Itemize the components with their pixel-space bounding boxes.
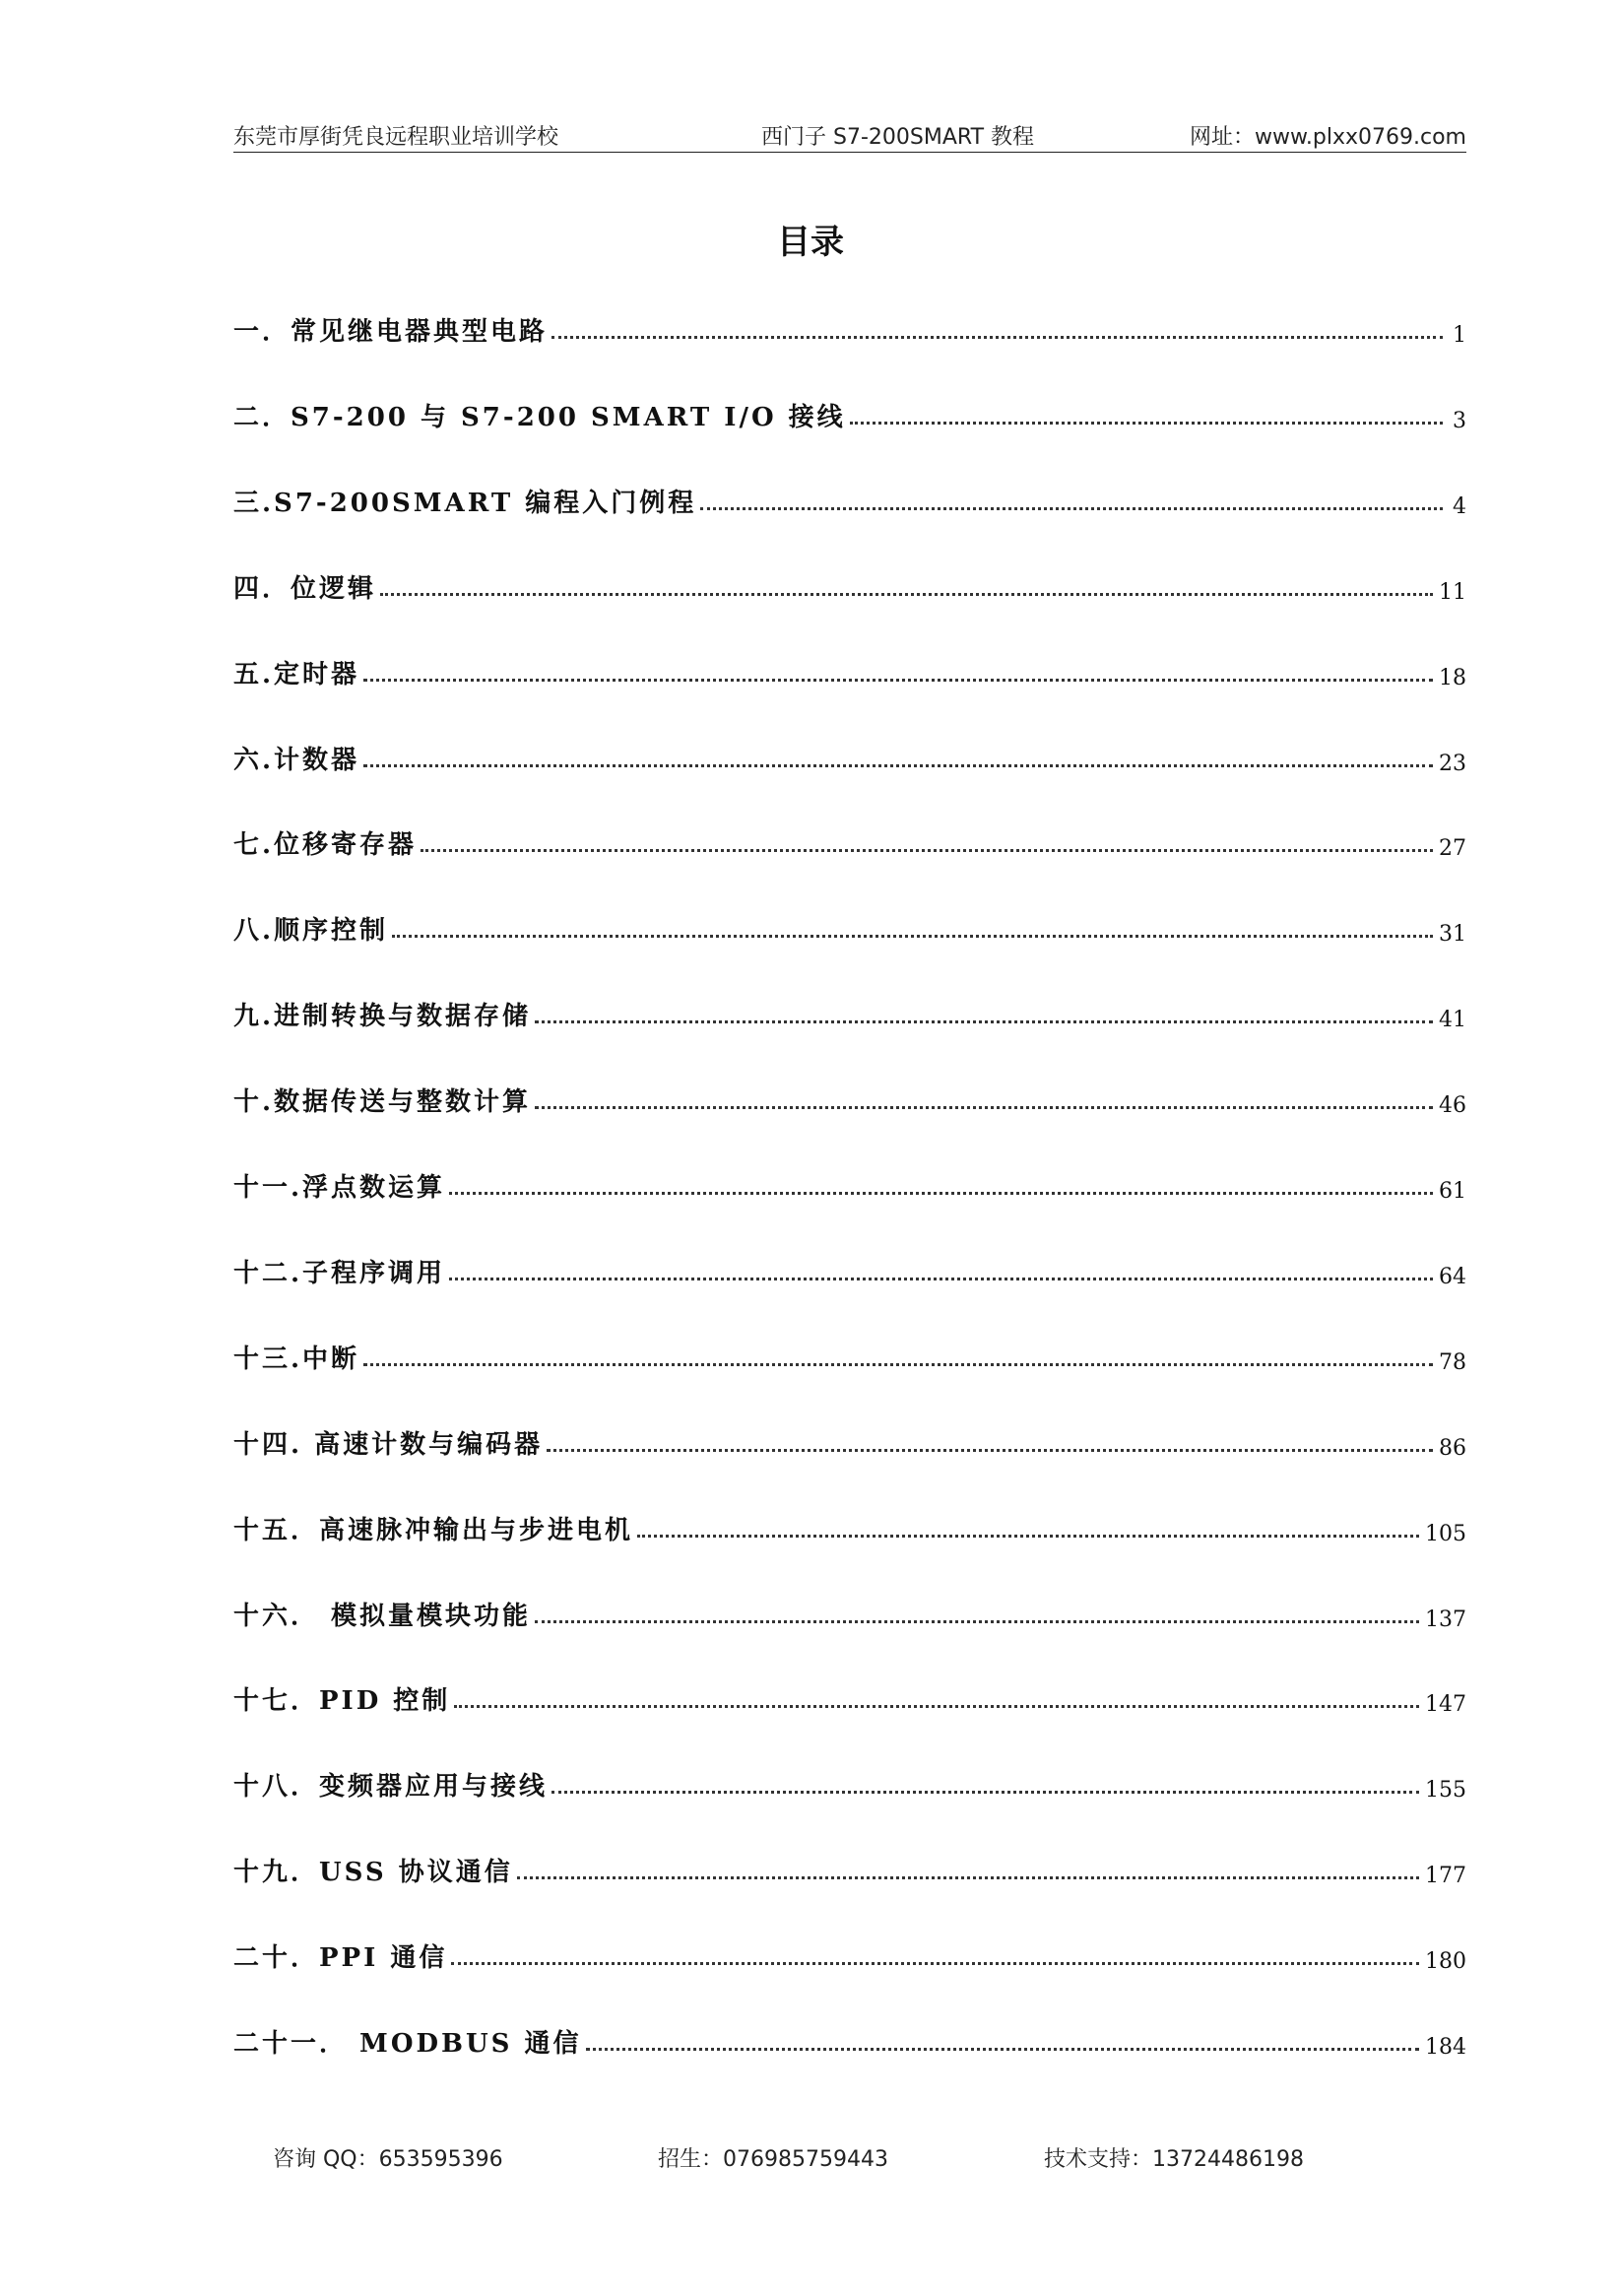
toc-leader-dots — [363, 764, 1433, 767]
toc-entry-page: 105 — [1425, 1521, 1466, 1546]
toc-entry-label: 十六． 模拟量模块功能 — [233, 1601, 532, 1631]
toc-entry-label: 三.S7-200SMART 编程入门例程 — [233, 488, 697, 518]
toc-entry-label: 九.进制转换与数据存储 — [233, 1002, 532, 1032]
toc-entry-label: 十四. 高速计数与编码器 — [233, 1429, 544, 1460]
toc-entry[interactable] — [233, 737, 1466, 776]
toc-entry-page: 147 — [1425, 1692, 1466, 1718]
toc-leader-dots — [454, 1705, 1419, 1708]
toc-entry-page: 31 — [1439, 922, 1466, 948]
toc-entry-page: 155 — [1425, 1778, 1466, 1804]
toc-entry-label: 十三.中断 — [233, 1344, 360, 1374]
toc-entry-page: 3 — [1453, 408, 1466, 433]
toc-entry-page: 46 — [1439, 1093, 1466, 1119]
toc-entry[interactable] — [233, 1336, 1466, 1375]
toc-entry[interactable] — [233, 1677, 1466, 1717]
toc-entry[interactable] — [233, 2020, 1466, 2060]
toc-entry[interactable] — [233, 1507, 1466, 1546]
header-school-name: 东莞市厚街凭良远程职业培训学校 — [233, 125, 559, 150]
toc-entry-page: 41 — [1439, 1008, 1466, 1033]
toc-entry-label: 六.计数器 — [233, 745, 360, 775]
page-title: 目录 — [777, 223, 844, 262]
toc-leader-dots — [586, 2048, 1419, 2051]
toc-entry[interactable] — [233, 394, 1466, 433]
toc-entry-label: 二十．PPI 通信 — [233, 1943, 448, 1974]
toc-entry[interactable] — [233, 480, 1466, 519]
toc-entry-page: 18 — [1439, 665, 1466, 690]
toc-entry-page: 64 — [1439, 1264, 1466, 1289]
toc-entry[interactable] — [233, 1079, 1466, 1118]
header-course-title: 西门子 S7-200SMART 教程 — [761, 125, 1034, 150]
toc-leader-dots — [392, 935, 1433, 938]
toc-entry[interactable] — [233, 907, 1466, 947]
toc-entry[interactable] — [233, 1849, 1466, 1888]
toc-entry-page: 1 — [1453, 323, 1466, 348]
toc-entry-label: 十一.浮点数运算 — [233, 1173, 446, 1203]
toc-entry-label: 二．S7-200 与 S7-200 SMART I/O 接线 — [233, 402, 846, 432]
toc-entry[interactable] — [233, 1763, 1466, 1803]
toc-entry-label: 四．位逻辑 — [233, 573, 377, 604]
footer-enrollment: 招生：076985759443 — [658, 2147, 888, 2172]
footer-support: 技术支持：13724486198 — [1044, 2147, 1304, 2172]
toc-entry[interactable] — [233, 993, 1466, 1032]
toc-entry-label: 一．常见继电器典型电路 — [233, 317, 549, 347]
toc-entry-label: 八.顺序控制 — [233, 916, 389, 947]
toc-entry-label: 十九．USS 协议通信 — [233, 1858, 513, 1888]
toc-leader-dots — [363, 1363, 1433, 1366]
toc-leader-dots — [535, 1106, 1433, 1109]
toc-leader-dots — [421, 849, 1433, 852]
toc-leader-dots — [380, 593, 1433, 596]
page-footer — [0, 2142, 1621, 2172]
header-website[interactable]: 网址：www.plxx0769.com — [1189, 125, 1466, 150]
toc-entry-label: 十二.子程序调用 — [233, 1258, 446, 1288]
toc-entry-page: 137 — [1425, 1607, 1466, 1632]
toc-entry[interactable] — [233, 565, 1466, 605]
toc-leader-dots — [517, 1876, 1419, 1879]
toc-entry-page: 4 — [1453, 493, 1466, 519]
toc-entry[interactable] — [233, 1164, 1466, 1204]
toc-leader-dots — [451, 1962, 1419, 1965]
toc-leader-dots — [700, 507, 1443, 510]
toc-leader-dots — [535, 1620, 1419, 1623]
toc-entry-label: 二十一． MODBUS 通信 — [233, 2029, 582, 2059]
toc-entry[interactable] — [233, 308, 1466, 348]
toc-leader-dots — [449, 1192, 1433, 1195]
toc-entry-page: 11 — [1439, 579, 1466, 605]
toc-entry-page: 180 — [1425, 1949, 1466, 1975]
toc-leader-dots — [637, 1535, 1419, 1538]
toc-entry-label: 七.位移寄存器 — [233, 830, 418, 861]
toc-entry-page: 78 — [1439, 1349, 1466, 1375]
toc-leader-dots — [547, 1449, 1433, 1452]
toc-entry-page: 86 — [1439, 1435, 1466, 1461]
toc-entry-label: 十七．PID 控制 — [233, 1686, 451, 1717]
toc-entry-page: 61 — [1439, 1179, 1466, 1204]
toc-leader-dots — [363, 679, 1433, 682]
toc-entry[interactable] — [233, 1250, 1466, 1289]
page-header — [233, 118, 1466, 153]
toc-leader-dots — [551, 336, 1443, 339]
toc-entry-page: 184 — [1425, 2035, 1466, 2060]
toc-entry-label: 五.定时器 — [233, 659, 360, 689]
toc-entry-label: 十八．变频器应用与接线 — [233, 1772, 549, 1803]
toc-entry-page: 23 — [1439, 751, 1466, 776]
toc-entry-page: 27 — [1439, 836, 1466, 862]
toc-leader-dots — [850, 422, 1443, 425]
footer-qq: 咨询 QQ：653595396 — [273, 2147, 503, 2172]
toc-entry-label: 十五．高速脉冲输出与步进电机 — [233, 1515, 634, 1545]
toc-entry[interactable] — [233, 651, 1466, 690]
toc-entry[interactable] — [233, 1935, 1466, 1974]
toc-entry-label: 十.数据传送与整数计算 — [233, 1087, 532, 1118]
toc-entry[interactable] — [233, 1593, 1466, 1632]
toc-leader-dots — [449, 1278, 1433, 1280]
toc-entry-page: 177 — [1425, 1864, 1466, 1889]
toc-entry[interactable] — [233, 821, 1466, 861]
toc-entry[interactable] — [233, 1421, 1466, 1461]
toc-leader-dots — [535, 1020, 1433, 1023]
toc-leader-dots — [551, 1791, 1419, 1794]
